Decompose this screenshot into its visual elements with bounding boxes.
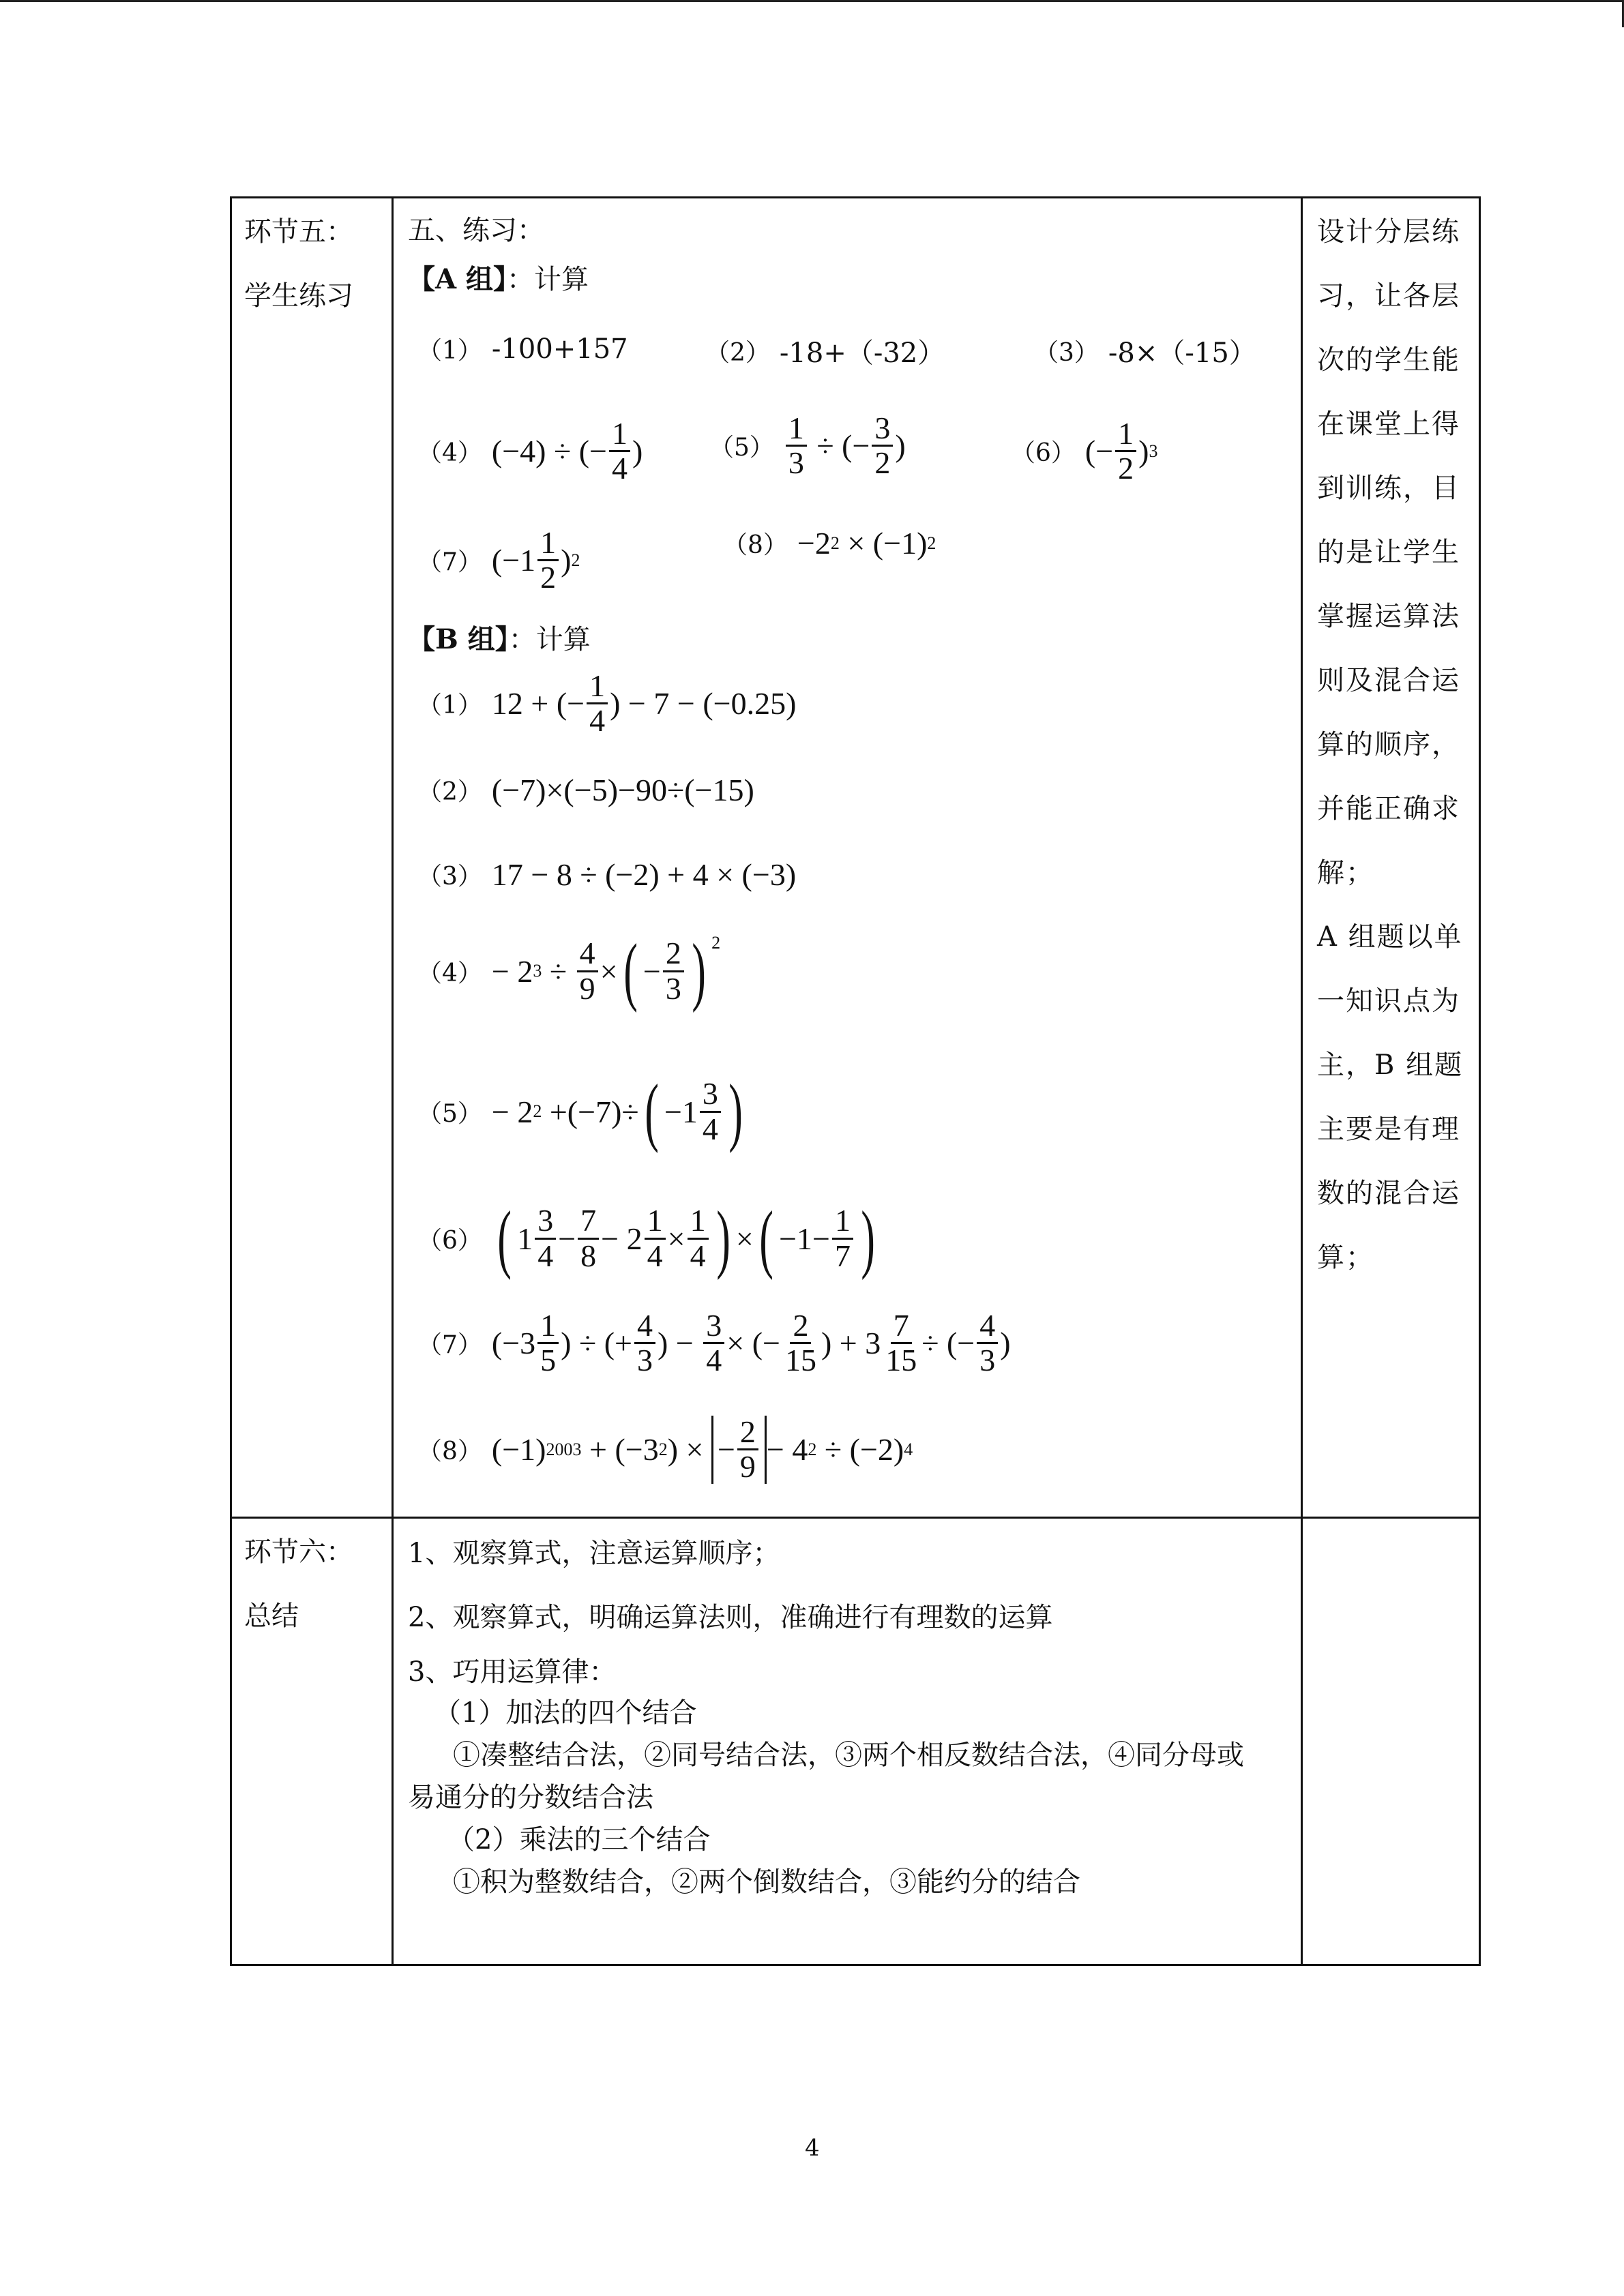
a-problem-1: （1） -100+157 <box>417 333 628 365</box>
design-note-line: 并能正确求 <box>1317 793 1460 824</box>
a-problem-2: （2） -18+（-32） <box>705 338 945 369</box>
a-problem-3: （3） -8×（-15） <box>1034 338 1256 369</box>
b-problem-1: （1） 12 + (− $\frac{1}{4}$ ) − 7 − (−0.25) <box>417 668 797 739</box>
b-problem-7: （7） (−3 $\frac{1}{5}$ ) ÷ (+ $\frac{4}{3}$ ) − $\frac{3}{4}$ × (− $\frac{2}{15}$ ) + 3 $\frac{7}{15}$ ÷ (− $\frac{4}{3}$ ) <box>417 1308 1011 1378</box>
summary-line-1: 1、观察算式，注意运算顺序； <box>408 1538 780 1569</box>
stage-five-label: 环节五： <box>244 216 353 248</box>
summary-line-3: 3、巧用运算律： <box>408 1656 617 1688</box>
table-left-line <box>230 196 232 1966</box>
group-b-label: 【B 组】 <box>408 623 509 655</box>
b-problem-3: （3） 17 − 8 ÷ (−2) + 4 × (−3) <box>417 857 797 892</box>
design-note-line: 主，B 组题 <box>1317 1049 1464 1081</box>
a-problem-4: （4） (−4) ÷ (− $\frac{1}{4}$ ) <box>417 416 643 486</box>
group-a-label: 【A 组】 <box>408 263 507 295</box>
group-a-suffix: ：计算 <box>506 264 589 295</box>
table-top-line <box>230 196 1481 198</box>
summary-line-5: ①凑整结合法，②同号结合法，③两个相反数结合法，④同分母或 <box>453 1740 1244 1771</box>
stage-five-name: 学生练习 <box>244 280 353 312</box>
summary-line-7: （2）乘法的三个结合 <box>447 1824 711 1855</box>
page-number: 4 <box>805 2134 820 2162</box>
table-col-divider-2 <box>1301 196 1303 1966</box>
table-right-line <box>1479 196 1481 1966</box>
summary-line-4: （1）加法的四个结合 <box>434 1697 697 1729</box>
b-problem-4: （4） − 2 3 ÷ $\frac{4}{9}$ × ( − $\frac{2}{3}$ ) $^2$ <box>417 929 721 1013</box>
group-b-title <box>408 618 591 657</box>
design-note-line: 掌握运算法 <box>1317 601 1460 632</box>
summary-line-6: 易通分的分数结合法 <box>408 1782 653 1813</box>
design-note-line: 设计分层练 <box>1317 216 1460 248</box>
b-problem-2: （2） (−7)×(−5)−90÷(−15) <box>417 773 754 807</box>
exercise-heading: 五、练习： <box>408 215 544 246</box>
b-problem-8: （8） (−1) 2003 + (−3 2 ) × − $\frac{2}{9}$ − 4 2 ÷ (−2) 4 <box>417 1414 913 1485</box>
design-note-line: 一知识点为 <box>1317 985 1460 1017</box>
design-note-line: 次的学生能 <box>1317 344 1460 376</box>
summary-line-2: 2、观察算式，明确运算法则，准确进行有理数的运算 <box>408 1602 1053 1633</box>
group-b-suffix: ：计算 <box>508 624 591 655</box>
top-border-line <box>0 0 1624 2</box>
design-note-line: 的是让学生 <box>1317 537 1460 568</box>
summary-line-8: ①积为整数结合，②两个倒数结合，③能约分的结合 <box>453 1866 1080 1898</box>
design-note-line: 数的混合运 <box>1317 1178 1460 1209</box>
design-note-line: 算的顺序， <box>1317 729 1460 760</box>
a-problem-5: （5） $\frac{1}{3}$ ÷ (− $\frac{3}{2}$ ) <box>709 411 906 481</box>
stage-six-name: 总结 <box>244 1600 299 1632</box>
design-note-line: A 组题以单 <box>1317 921 1463 953</box>
a-problem-7: （7） (−1 $\frac{1}{2}$ ) 2 <box>417 525 580 595</box>
a-problem-6: （6） (− $\frac{1}{2}$ ) 3 <box>1011 416 1158 486</box>
design-note-line: 算； <box>1317 1242 1374 1273</box>
group-a-title <box>408 258 589 297</box>
b-problem-6: （6） ( 1 $\frac{3}{4}$ − $\frac{7}{8}$ − 2 $\frac{1}{4}$ × $\frac{1}{4}$ ) × ( −1− $\frac{1}{7}$ ) <box>417 1196 875 1281</box>
design-note-line: 则及混合运 <box>1317 665 1460 696</box>
table-col-divider-1 <box>392 196 394 1966</box>
design-note-line: 在课堂上得 <box>1317 408 1460 440</box>
stage-six-label: 环节六： <box>244 1536 353 1568</box>
stage-five-cell <box>244 200 353 328</box>
design-note-line: 习，让各层 <box>1317 280 1460 312</box>
design-note-line: 到训练，目 <box>1317 473 1460 504</box>
b-problem-5: （5） − 2 2 +(−7)÷ ( −1 $\frac{3}{4}$ ) <box>417 1069 743 1154</box>
a-problem-8: （8） −2 2 × (−1) 2 <box>723 526 936 561</box>
table-row-divider <box>230 1517 1481 1519</box>
design-note-line: 主要是有理 <box>1317 1114 1460 1145</box>
design-note <box>1317 200 1466 1289</box>
stage-six-cell <box>244 1520 353 1648</box>
table-bottom-line <box>230 1964 1481 1966</box>
design-note-line: 解； <box>1317 857 1374 889</box>
